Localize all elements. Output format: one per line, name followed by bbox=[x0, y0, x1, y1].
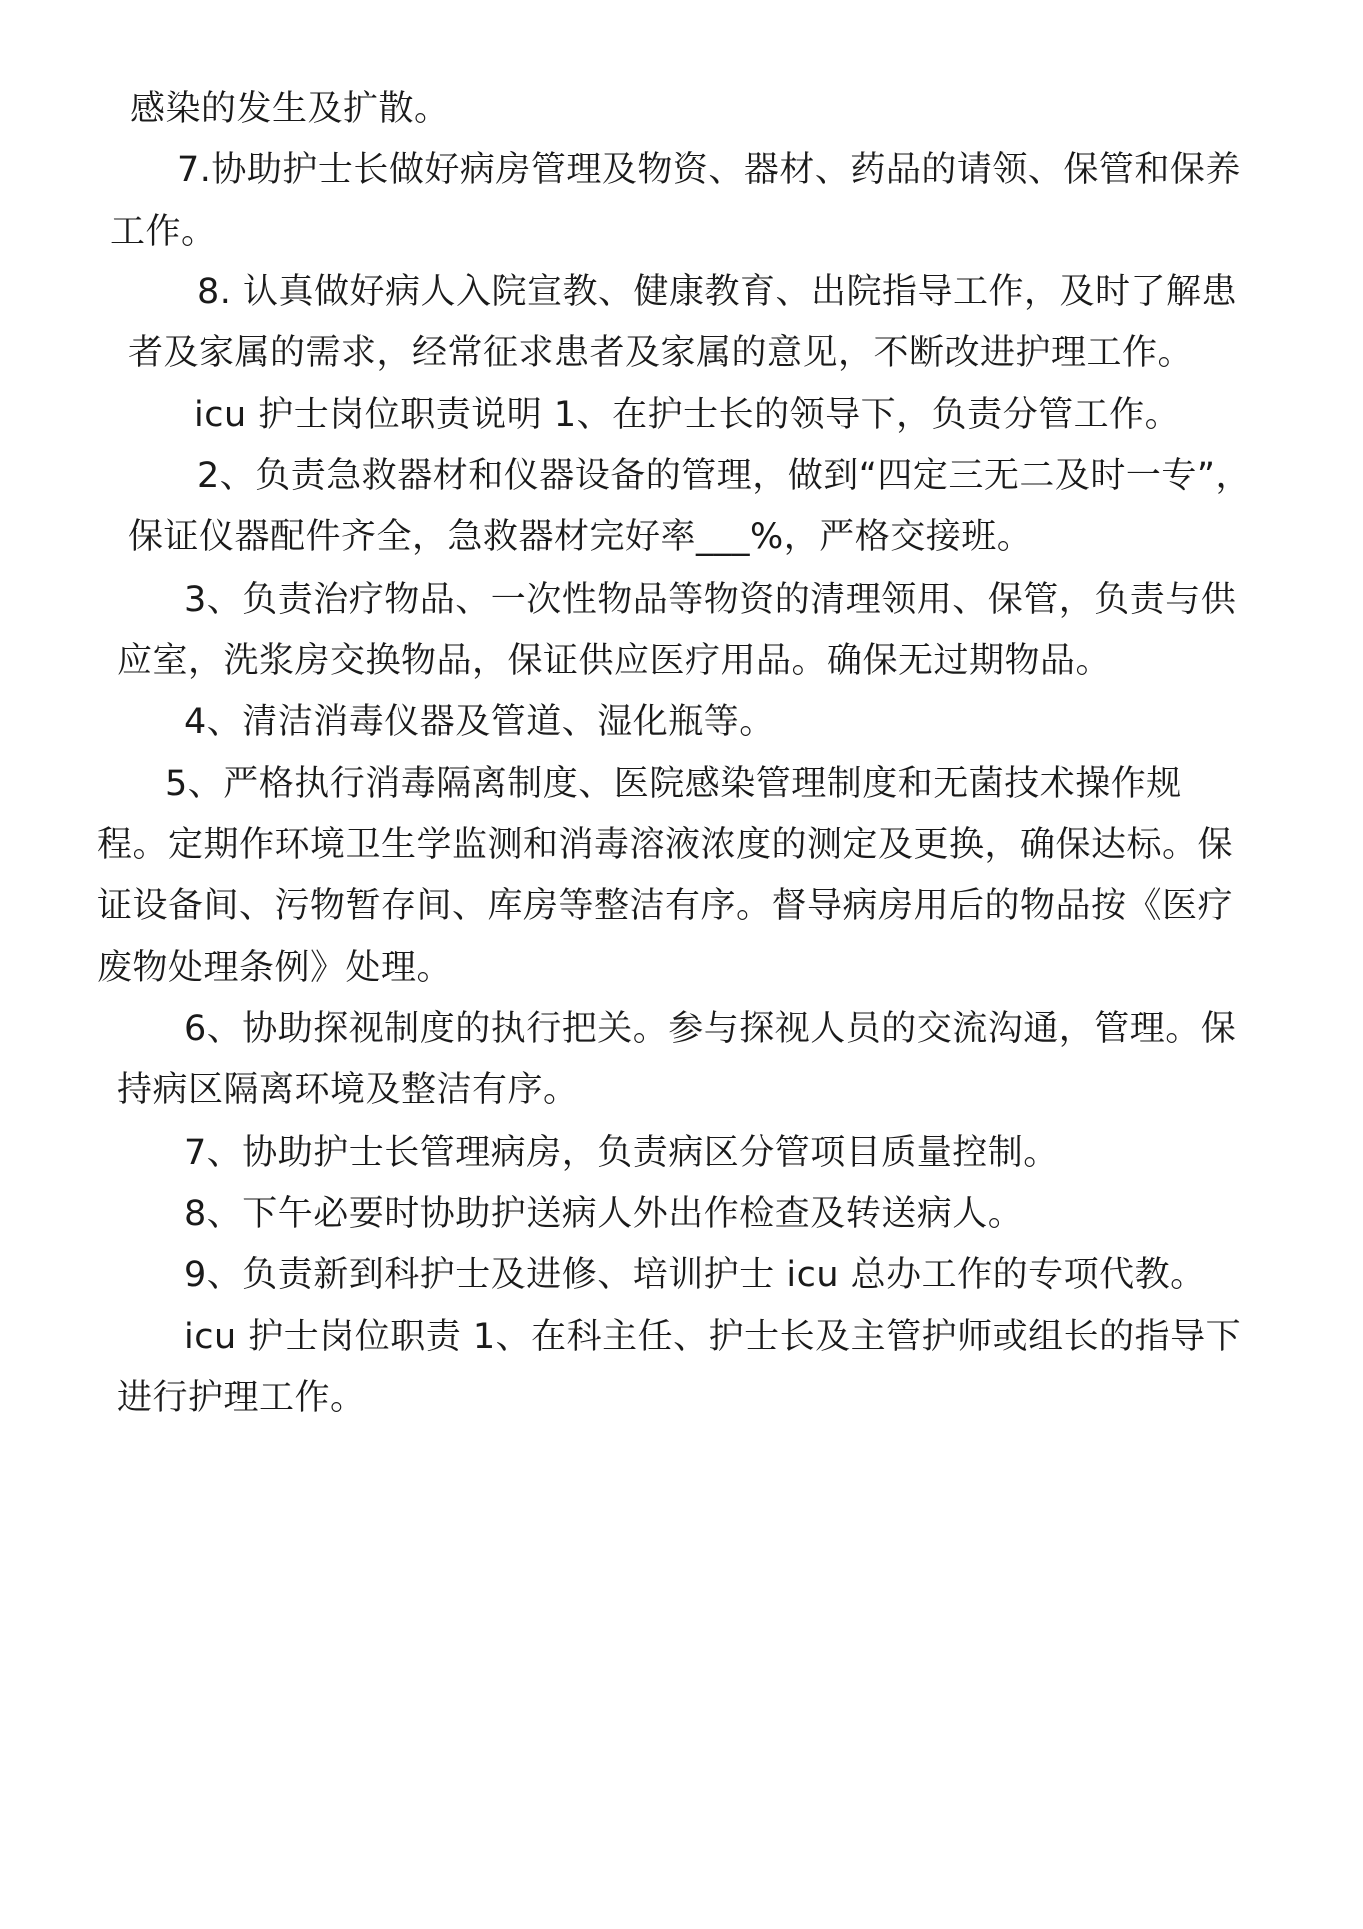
text-line: 8、下午必要时协助护送病人外出作检查及转送病人。 bbox=[184, 1194, 1024, 1234]
text-line: 3、负责治疗物品、一次性物品等物资的清理领用、保管，负责与供 bbox=[184, 580, 1237, 620]
text-line: icu 护士岗位职责 1、在科主任、护士长及主管护师或组长的指导下 bbox=[184, 1317, 1242, 1357]
text-line: 2、负责急救器材和仪器设备的管理，做到“四定三无二及时一专”， bbox=[197, 456, 1252, 496]
text-line: 8. 认真做好病人入院宣教、健康教育、出院指导工作，及时了解患 bbox=[197, 272, 1238, 312]
text-line: 进行护理工作。 bbox=[117, 1378, 366, 1418]
text-line: 保证仪器配件齐全，急救器材完好率___%，严格交接班。 bbox=[128, 517, 1033, 557]
text-line: 7.协助护士长做好病房管理及物资、器材、药品的请领、保管和保养 bbox=[177, 150, 1241, 190]
text-line: 6、协助探视制度的执行把关。参与探视人员的交流沟通，管理。保 bbox=[184, 1009, 1237, 1049]
text-line: 4、清洁消毒仪器及管道、湿化瓶等。 bbox=[184, 702, 775, 742]
text-line: 废物处理条例》处理。 bbox=[97, 948, 453, 988]
text-line: 9、负责新到科护士及进修、培训护士 icu 总办工作的专项代教。 bbox=[184, 1255, 1206, 1295]
text-line: 感染的发生及扩散。 bbox=[130, 89, 450, 129]
text-line: icu 护士岗位职责说明 1、在护士长的领导下，负责分管工作。 bbox=[194, 395, 1181, 435]
text-line: 程。定期作环境卫生学监测和消毒溶液浓度的测定及更换，确保达标。保 bbox=[97, 825, 1234, 865]
text-line: 应室，洗浆房交换物品，保证供应医疗用品。确保无过期物品。 bbox=[117, 641, 1112, 681]
text-line: 者及家属的需求，经常征求患者及家属的意见，不断改进护理工作。 bbox=[128, 333, 1194, 373]
text-line: 证设备间、污物暂存间、库房等整洁有序。督导病房用后的物品按《医疗 bbox=[97, 886, 1234, 926]
text-line: 工作。 bbox=[110, 212, 217, 252]
text-line: 7、协助护士长管理病房，负责病区分管项目质量控制。 bbox=[184, 1133, 1059, 1173]
text-line: 持病区隔离环境及整洁有序。 bbox=[117, 1070, 579, 1110]
text-line: 5、严格执行消毒隔离制度、医院感染管理制度和无菌技术操作规 bbox=[165, 764, 1182, 804]
